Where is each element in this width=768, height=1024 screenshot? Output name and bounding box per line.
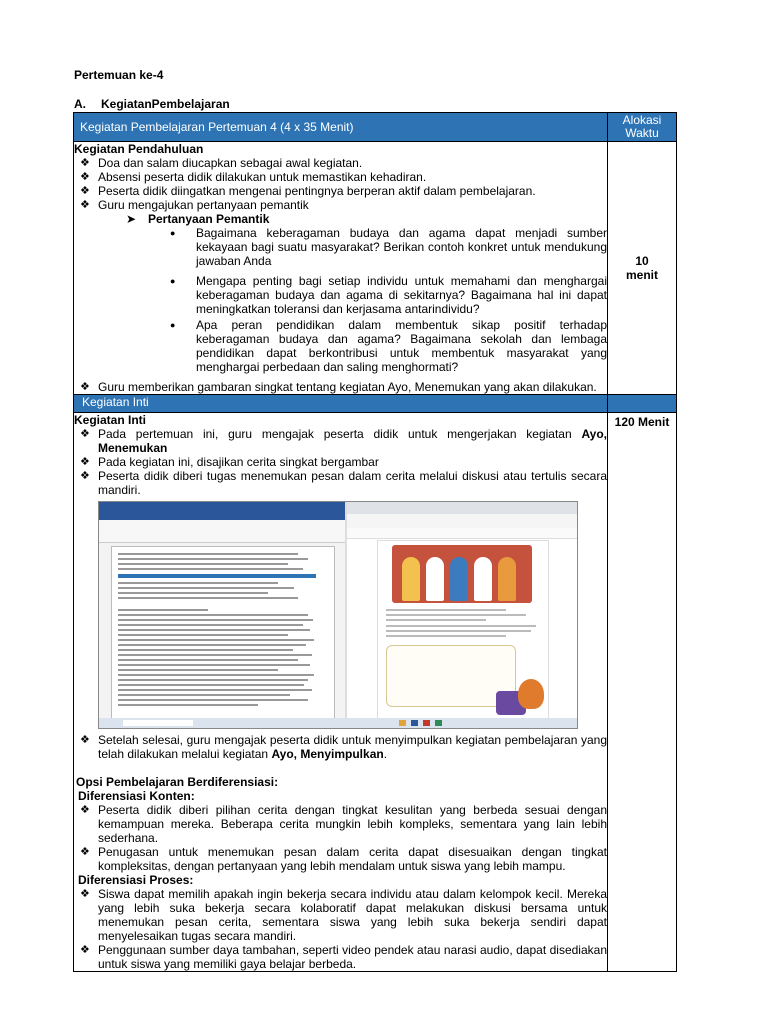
list-item: ❖ Peserta didik diberi pilihan cerita dengan tingkat kesulitan yang berbeda sesuai dengan kemampuan mereka. Beberapa cerita mungkin lebih kompleks, sementara yang lain lebih sederhana. — [74, 803, 607, 845]
pemantik-title: ➤ Pertanyaan Pemantik — [74, 212, 607, 226]
header-time-line-2: Waktu — [625, 126, 659, 140]
inti-list-2 — [74, 733, 607, 761]
pdf-viewer-window — [347, 502, 577, 728]
taskbar-app-icon — [435, 720, 442, 726]
list-item: ❖ Guru mengajukan pertanyaan pemantik — [74, 198, 607, 212]
pdf-toolbar — [347, 528, 577, 539]
text-line — [386, 635, 506, 637]
text-line — [118, 684, 304, 686]
table-band — [118, 574, 316, 578]
word-title-bar — [99, 502, 345, 512]
konten-title: Diferensiasi Konten: — [78, 789, 195, 803]
pendahuluan-list — [74, 156, 607, 212]
list-item: ❖ Siswa dapat memilih apakah ingin bekerja secara individu atau dalam kelompok kecil. Mereka yang lebih suka bekerja secara kolaboratif dapat melakukan diskusi bersama untuk menemukan pesan cerita, sementara siswa yang lebih suka bekerja sendiri dapat menyelesaikan tugas secara mandiri. — [74, 887, 607, 943]
inti-item4-text: Setelah selesai, guru mengajak peserta didik untuk menyimpulkan kegiatan pembelajaran yang telah dilakukan melalui kegiatan — [98, 733, 607, 761]
section-title: KegiatanPembelajaran — [101, 97, 230, 111]
list-item: ❖ Guru memberikan gambaran singkat tentang kegiatan Ayo, Menemukan yang akan dilakukan. — [74, 380, 607, 394]
text-line — [118, 597, 298, 599]
pendahuluan-title: Kegiatan Pendahuluan — [74, 142, 204, 156]
text-line — [118, 649, 293, 651]
pendahuluan-cell — [74, 142, 608, 395]
text-line — [118, 644, 306, 646]
text-line — [118, 614, 308, 616]
proses-title: Diferensiasi Proses: — [78, 873, 194, 887]
text-line — [118, 654, 312, 656]
pendahuluan-closing-list — [74, 380, 607, 394]
text-line — [386, 609, 506, 611]
text-line — [118, 568, 303, 570]
taskbar-app-icon — [399, 720, 406, 726]
konten-list — [74, 803, 607, 873]
child-figure — [402, 557, 420, 601]
inti-row — [74, 413, 677, 972]
list-item: ❖ Peserta didik diberi tugas menemukan pesan dalam cerita melalui diskusi atau tertulis secara mandiri. — [74, 469, 607, 497]
text-line — [386, 625, 536, 627]
word-window — [99, 502, 345, 728]
child-figure — [498, 557, 516, 601]
text-line — [118, 609, 208, 611]
text-line — [118, 664, 310, 666]
word-ribbon-tabs — [99, 512, 345, 520]
list-item: ❖ Pada kegiatan ini, disajikan cerita singkat bergambar — [74, 455, 607, 469]
text-line — [118, 699, 308, 701]
text-line — [118, 679, 308, 681]
child-figure — [474, 557, 492, 601]
text-line — [118, 624, 303, 626]
text-line — [118, 659, 298, 661]
text-line — [386, 630, 531, 632]
text-line — [118, 582, 278, 584]
text-line — [118, 587, 294, 589]
inti-item1-bold: Ayo, Menemukan — [98, 427, 607, 455]
child-figure — [426, 557, 444, 601]
list-item — [74, 427, 607, 455]
list-item: ❖ Peserta didik diingatkan mengenai pentingnya berperan aktif dalam pembelajaran. — [74, 184, 607, 198]
text-line — [118, 629, 310, 631]
inti-item1-text: Pada pertemuan ini, guru mengajak peserta didik untuk mengerjakan kegiatan — [98, 427, 582, 441]
inti-band-row — [74, 395, 677, 413]
pendahuluan-time — [608, 142, 677, 395]
inti-cell — [74, 413, 608, 972]
text-line — [118, 689, 312, 691]
browser-tab-bar — [347, 502, 577, 514]
inti-item4-post: . — [383, 747, 388, 761]
bird-mascot — [518, 679, 544, 709]
question-item: ● Bagaimana keberagaman budaya dan agama dapat menjadi sumber kekayaan bagi suatu masyarakat? Berikan contoh konkret untuk mendukung jawaban Anda — [74, 226, 607, 268]
section-number: A. — [74, 97, 86, 111]
table-header-row — [74, 113, 677, 142]
inti-list — [74, 427, 607, 497]
header-time-line-1: Alokasi — [622, 113, 662, 127]
page-title: Pertemuan ke-4 — [74, 68, 164, 82]
pendahuluan-time-value: 10 — [635, 254, 649, 268]
activity-table — [73, 112, 677, 972]
list-item — [74, 733, 607, 761]
pendahuluan-row — [74, 142, 677, 395]
proses-list — [74, 887, 607, 971]
text-line — [386, 614, 526, 616]
table-header-activity: Kegiatan Pembelajaran Pertemuan 4 (4 x 35 Menit) — [74, 113, 608, 142]
taskbar-search — [123, 720, 193, 726]
list-item: ❖ Penggunaan sumber daya tambahan, seperti video pendek atau narasi audio, dapat disediakan untuk siswa yang memiliki gaya belajar berbeda. — [74, 943, 607, 971]
list-item: ❖ Absensi peserta didik dilakukan untuk memastikan kehadiran. — [74, 170, 607, 184]
pdf-page — [377, 540, 549, 722]
text-line — [118, 639, 314, 641]
list-item: ❖ Doa dan salam diucapkan sebagai awal kegiatan. — [74, 156, 607, 170]
text-line — [118, 553, 298, 555]
text-line — [118, 704, 258, 706]
text-line — [118, 669, 278, 671]
list-item: ❖ Penugasan untuk menemukan pesan dalam cerita dapat disesuaikan dengan tingkat kompleksitas, dengan pertanyaan yang lebih mendalam untuk siswa yang lebih mampu. — [74, 845, 607, 873]
taskbar-app-icon — [411, 720, 418, 726]
inti-band-empty — [608, 395, 677, 413]
opsi-title: Opsi Pembelajaran Berdiferensiasi: — [76, 775, 279, 789]
text-line — [118, 674, 314, 676]
text-line — [386, 619, 486, 621]
browser-address-bar — [347, 514, 577, 529]
taskbar-app-icon — [423, 720, 430, 726]
inti-title: Kegiatan Inti — [74, 413, 147, 427]
child-figure — [450, 557, 468, 601]
section-heading — [74, 97, 230, 111]
text-line — [118, 563, 288, 565]
inti-time: 120 Menit — [608, 413, 677, 972]
story-illustration — [392, 545, 532, 603]
inti-item4-bold: Ayo, Menyimpulkan — [271, 747, 384, 761]
embedded-screenshot — [98, 501, 578, 729]
pemantik-questions — [74, 226, 607, 374]
text-line — [118, 558, 308, 560]
spacer — [74, 761, 607, 775]
windows-taskbar — [99, 718, 577, 728]
pendahuluan-time-unit: menit — [625, 268, 658, 282]
text-line — [118, 592, 268, 594]
text-line — [118, 694, 290, 696]
text-line — [118, 619, 313, 621]
question-item: ● Apa peran pendidikan dalam membentuk sikap positif terhadap keberagaman budaya dan agama? Bagaimana sekolah dan lembaga pendidikan dapat berkontribusi untuk membentuk masyarakat yang menghargai perbedaan dan saling menghormati? — [74, 318, 607, 374]
inti-band-label: Kegiatan Inti — [74, 395, 608, 413]
table-header-time — [608, 113, 677, 142]
question-item: ● Mengapa penting bagi setiap individu untuk memahami dan menghargai keberagaman budaya dan agama di sekitarnya? Bagaimana hal ini dapat meningkatkan toleransi dan kerjasama antarindividu? — [74, 274, 607, 316]
word-document-page — [111, 546, 335, 720]
word-toolbar — [99, 520, 345, 543]
text-line — [118, 634, 288, 636]
